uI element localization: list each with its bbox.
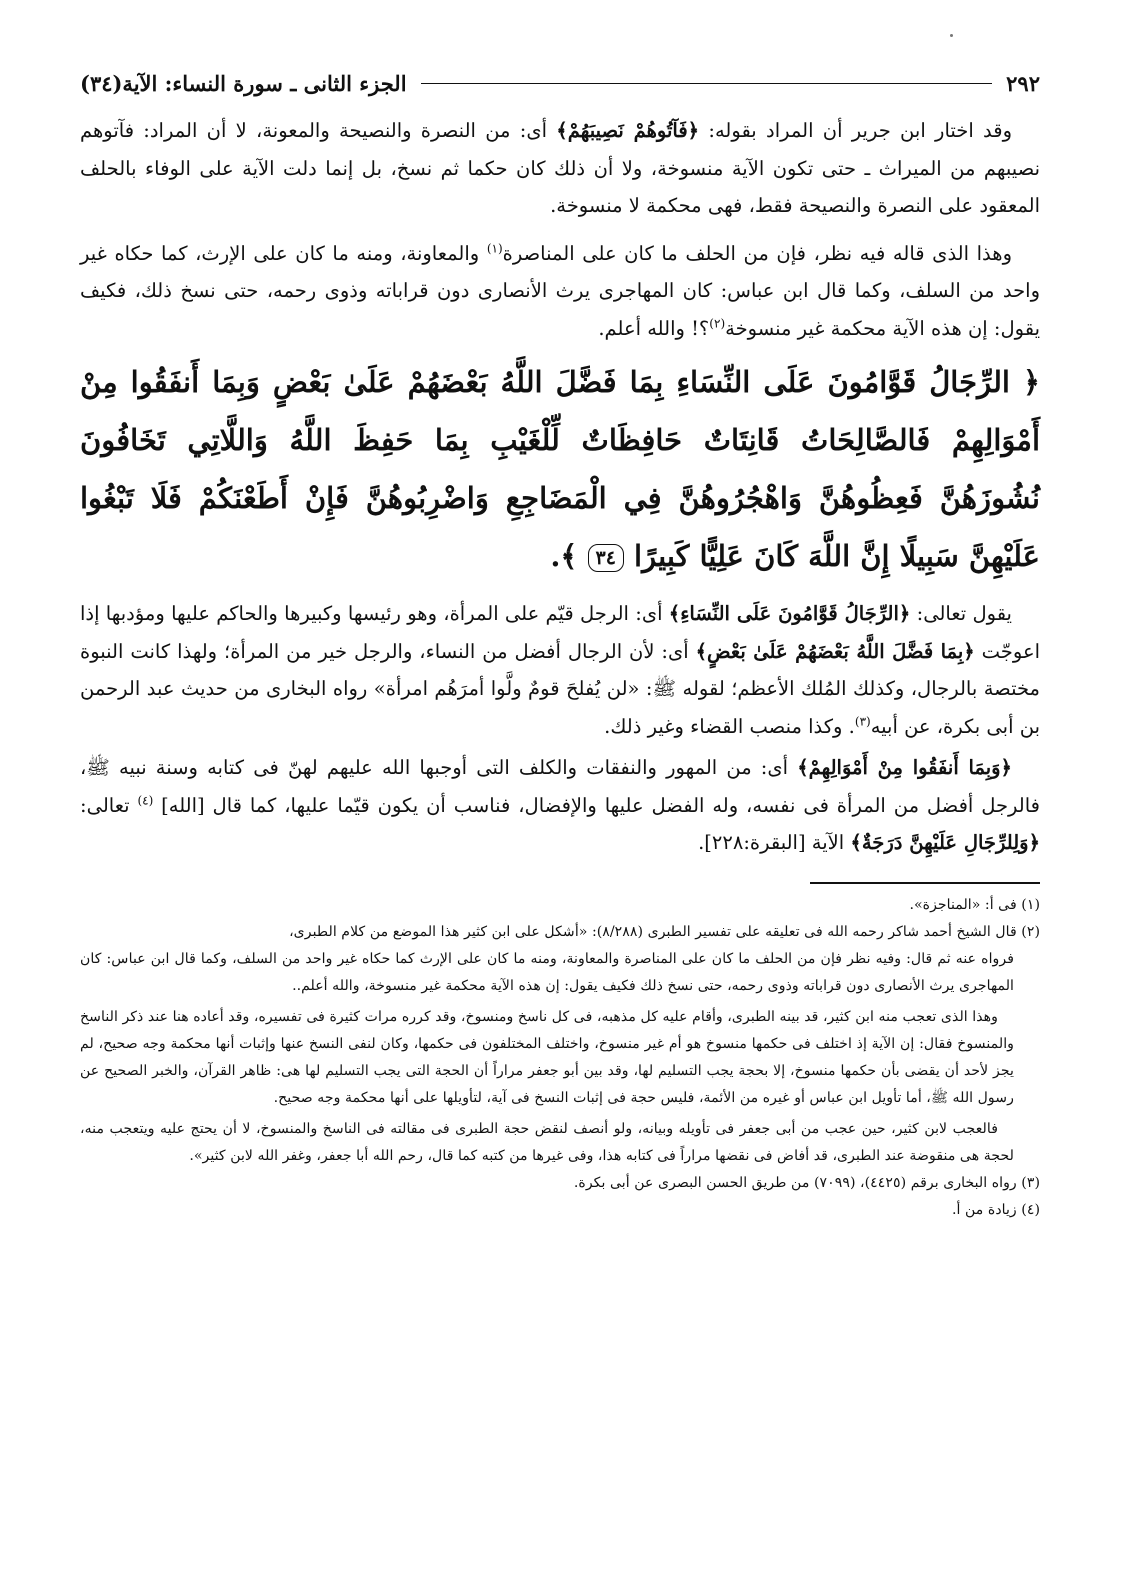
paragraph-ibn-jarir — [80, 112, 1040, 225]
footnotes — [80, 892, 1040, 1224]
text-run: تعالى: — [80, 793, 138, 817]
footnote-2-quote: فرواه عنه ثم قال: وفيه نظر فإن من الحلف ما كان على المناصرة والمعاونة، ومنه ما كان على الإرث كما حكاه غير واحد من السلف، وكما قال ابن عباس: كان المهاجرى يرث الأنصارى دون قراباته وذوى رحمه، حتى نسخ ذلك فكيف يقول: إن هذه الآية محكمة غير منسوخة، والله أعلم.. — [80, 950, 1014, 994]
quran-quote: ﴿وَبِمَا أَنفَقُوا مِنْ أَمْوَالِهِمْ﴾ — [797, 756, 1012, 779]
footnote-3: (٣) رواه البخارى برقم (٤٤٢٥)، (٧٠٩٩) من طريق الحسن البصرى عن أبى بكرة. — [573, 1174, 1040, 1191]
footnote-1: (١) فى أ: «المناجزة». — [909, 896, 1040, 913]
quran-quote: ﴿الرِّجَالُ قَوَّامُونَ عَلَى النِّسَاءِ﴾ — [668, 602, 911, 625]
footnote-2-paragraph-3: فالعجب لابن كثير، حين عجب من أبى جعفر فى تأويله وبيانه، ولو أنصف لنقض حجة الطبرى فى مقالته فى الناسخ والمنسوخ، لا أن يحتج عليه ويتعجب منه، لحجة هى منقوضة عند الطبرى، قد أفاض فى نقضها مراراً فى كتابه هذا، وفى غيرها من كتبه كما قال، رحم الله أبا جعفر، وغفر الله لابن كثير». — [80, 1120, 1014, 1164]
footnote-ref-4[interactable]: (٤) — [137, 793, 154, 807]
quran-quote: ﴿وَلِلرِّجَالِ عَلَيْهِنَّ دَرَجَةٌ﴾ — [850, 831, 1040, 854]
paragraph-qawwamun — [80, 595, 1040, 745]
running-title: الجزء الثانى ـ سورة النساء: الآية(٣٤) — [80, 70, 407, 96]
verse-text: ﴿ الرِّجَالُ قَوَّامُونَ عَلَى النِّسَاءِ بِمَا فَضَّلَ اللَّهُ بَعْضَهُمْ عَلَىٰ بَعْضٍ وَبِمَا أَنفَقُوا مِنْ أَمْوَالِهِمْ فَالصَّالِحَاتُ قَانِتَاتٌ حَافِظَاتٌ لِّلْغَيْبِ بِمَا حَفِظَ اللَّهُ وَاللَّاتِي تَخَافُونَ نُشُوزَهُنَّ فَعِظُوهُنَّ وَاهْجُرُوهُنَّ فِي الْمَضَاجِعِ وَاضْرِبُوهُنَّ فَإِنْ أَطَعْنَكُمْ فَلَا تَبْغُوا عَلَيْهِنَّ سَبِيلًا إِنَّ اللَّهَ كَانَ عَلِيًّا كَبِيرًا — [80, 365, 1040, 573]
quran-quote: ﴿بِمَا فَضَّلَ اللَّهُ بَعْضَهُمْ عَلَىٰ بَعْضٍ﴾ — [695, 639, 975, 663]
text-run: . وكذا منصب القضاء وغير ذلك. — [604, 714, 855, 738]
text-run: والمعاونة، ومنه ما كان على الإرث، كما حكاه غير واحد من السلف، وكما قال ابن عباس: كان المهاجرى يرث الأنصارى دون قراباته وذوى رحمه، حتى نسخ ذلك، فكيف يقول: إن هذه الآية محكمة غير منسوخة — [80, 241, 1040, 340]
text-run: أى: من النصرة والنصيحة والمعونة، لا أن المراد: فآتوهم نصيبهم من الميراث ـ حتى تكون الآية منسوخة، ولا أن ذلك كان حكما ثم نسخ، بل إنما دلت الآية على الوفاء بالحلف المعقود على النصرة والنصيحة فقط، فهى محكمة لا منسوخة. — [80, 119, 1040, 217]
text-run: الآية [البقرة:٢٢٨]. — [698, 831, 851, 854]
running-header — [80, 64, 1040, 102]
text-run: وقد اختار ابن جرير أن المراد بقوله: — [699, 119, 1012, 142]
footnote-ref-3[interactable]: (٣) — [854, 714, 871, 728]
footnote-2-paragraph-2: وهذا الذى تعجب منه ابن كثير، قد بينه الطبرى، وأقام عليه كل مذهبه، فى كل ناسخ ومنسوخ، وقد كرره مرات كثيرة فى تفسيره، وقد أعاده هنا عند ذكر الناسخ والمنسوخ فقال: إن الآية إذ اختلف فى حكمها منسوخ هو أم غير منسوخ، واختلف المختلفون فى حكمها، وكان لنفى النسخ عنها وإثبات أنها محكمة وجه صحيح، لم يجز لأحد أن يقضى بأن حكمها منسوخ، إلا بحجة يجب التسليم لها، وقد بين أبو جعفر مراراً أن الحجة التى يجب التسليم لها هى: ظاهر القرآن، والخبر الصحيح عن رسول الله ﷺ، أما تأويل ابن عباس أو غيره من الأئمة، فليس حجة فى إثبات النسخ فى آية، لتأويلها على أنها محكمة وجه صحيح. — [80, 1008, 1014, 1106]
paragraph-spending — [80, 749, 1040, 862]
footnote-ref-2[interactable]: (٢) — [709, 316, 726, 330]
text-run: يقول تعالى: — [910, 602, 1012, 625]
scan-speck — [950, 34, 953, 37]
page-number: ٢٩٢ — [1006, 70, 1040, 96]
footnote-4: (٤) زيادة من أ. — [952, 1201, 1040, 1218]
verse-end: ﴾. — [550, 539, 588, 573]
text-run: أى: الرجل قيّم على المرأة، وهو رئيسها وكبيرها والحاكم عليها ومؤدبها إذا اعوجّت — [80, 602, 1040, 663]
footnote-ref-1[interactable]: (١) — [486, 241, 503, 255]
header-rule — [421, 83, 993, 84]
text-run: ؟! والله أعلم. — [598, 316, 710, 340]
quran-quote: ﴿فَآتُوهُمْ نَصِيبَهُمْ﴾ — [556, 119, 700, 142]
text-run: أى: من المهور والنفقات والكلف التى أوجبها الله عليهم لهنّ فى كتابه وسنة نبيه ﷺ، فالرجل أفضل من المرأة فى نفسه، وله الفضل عليها والإفضال، فناسب أن يكون قيّما عليها، كما قال [الله] — [80, 756, 1040, 817]
text-run: وهذا الذى قاله فيه نظر، فإن من الحلف ما كان على المناصرة — [502, 241, 1012, 265]
footnote-separator — [810, 882, 1040, 884]
page — [80, 64, 1040, 1224]
verse-number-badge: ٣٤ — [588, 544, 624, 572]
text-run: أى: لأن الرجال أفضل من النساء، والرجل خير من المرأة؛ ولهذا كانت النبوة مختصة بالرجال، وكذلك المُلك الأعظم؛ لقوله ﷺ: «لن يُفلحَ قومٌ ولَّوا أمرَهُم امرأة» رواه البخارى من حديث عبد الرحمن بن أبى بكرة، عن أبيه — [80, 639, 1040, 738]
quran-verse — [80, 353, 1040, 585]
footnote-2: (٢) قال الشيخ أحمد شاكر رحمه الله فى تعليقه على تفسير الطبرى (٨/٢٨٨): «أشكل على ابن كثير هذا الموضع من كلام الطبرى، — [289, 923, 1040, 940]
paragraph-objection — [80, 235, 1040, 348]
